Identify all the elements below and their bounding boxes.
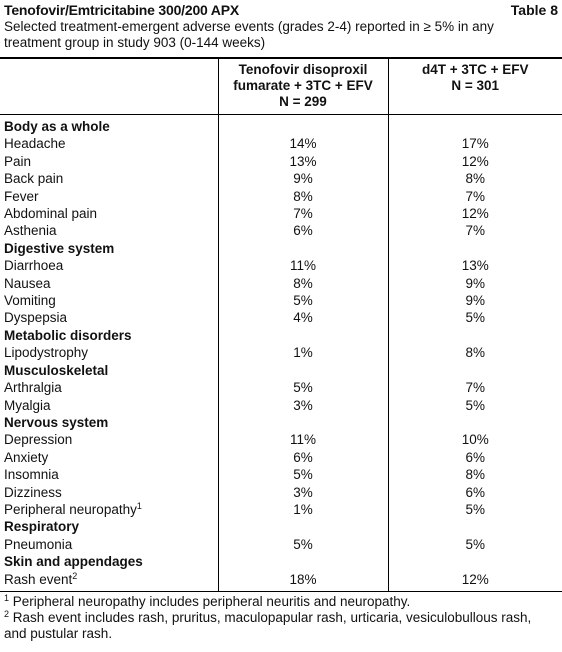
event-label [0, 571, 218, 592]
tenofovir-value: 14% [218, 135, 388, 152]
tenofovir-value: 3% [218, 397, 388, 414]
label-text: Rash event [4, 571, 73, 587]
header-line: d4T + 3TC + EFV [421, 62, 529, 77]
label-text: Nausea [4, 275, 51, 291]
tenofovir-value: 8% [218, 275, 388, 292]
label-text: Arthralgia [4, 380, 62, 396]
label-text: Nervous system [4, 414, 109, 430]
footnote-text: Peripheral neuropathy includes peripheral neuritis and neuropathy. [9, 594, 411, 609]
category-row [0, 327, 562, 344]
table-row [0, 222, 562, 239]
category-row [0, 414, 562, 431]
tenofovir-value: 6% [218, 222, 388, 239]
tenofovir-value: 5% [218, 379, 388, 396]
label-text: Lipodystrophy [4, 345, 89, 361]
label-text: Myalgia [4, 397, 51, 413]
footnote [4, 594, 556, 610]
table-row [0, 135, 562, 152]
d4t-value: 5% [465, 310, 485, 326]
category-row [0, 240, 562, 257]
label-text: Peripheral neuropathy [4, 501, 137, 517]
adverse-events-table [0, 57, 562, 592]
d4t-value [388, 414, 562, 431]
footnote-marker: 2 [72, 570, 78, 581]
event-label [0, 257, 218, 274]
header-line: N = 299 [279, 94, 327, 109]
tenofovir-value: 9% [218, 170, 388, 187]
label-text: Depression [4, 432, 73, 448]
tenofovir-value: 7% [218, 205, 388, 222]
d4t-value: 6% [465, 484, 485, 500]
tenofovir-value: 5% [218, 292, 388, 309]
footnote-marker: 1 [136, 500, 142, 511]
d4t-value: 12% [388, 571, 562, 592]
label-text: Abdominal pain [4, 206, 98, 222]
label-text: Headache [4, 136, 66, 152]
tenofovir-value: 1% [218, 501, 388, 518]
d4t-value: 9% [465, 293, 485, 309]
d4t-value: 5% [465, 397, 485, 413]
tenofovir-value [218, 414, 388, 431]
table-row [0, 571, 562, 592]
d4t-value: 6% [465, 449, 485, 465]
footnote-number: 2 [4, 609, 10, 619]
d4t-value: 5% [465, 536, 485, 552]
event-label [0, 205, 218, 222]
event-label [0, 170, 218, 187]
footnote [4, 610, 556, 642]
category-row [0, 362, 562, 379]
tenofovir-value [218, 115, 388, 136]
d4t-value: 7% [465, 380, 485, 396]
category-label [0, 553, 218, 570]
event-label [0, 536, 218, 553]
table-row [0, 379, 562, 396]
header-label-cell [0, 58, 218, 115]
category-label [0, 362, 218, 379]
tenofovir-value: 11% [218, 257, 388, 274]
label-text: Vomiting [4, 293, 56, 309]
tenofovir-value [218, 327, 388, 344]
event-label [0, 275, 218, 292]
category-row [0, 518, 562, 535]
table-row [0, 344, 562, 361]
label-text: Pain [4, 153, 32, 169]
event-label [0, 309, 218, 326]
category-label [0, 240, 218, 257]
label-text: Respiratory [4, 519, 80, 535]
event-label [0, 397, 218, 414]
table-row [0, 449, 562, 466]
label-text: Asthenia [4, 223, 57, 239]
table-row [0, 484, 562, 501]
d4t-value [388, 553, 562, 570]
label-text: Dizziness [4, 484, 62, 500]
header-line: N = 301 [451, 78, 500, 93]
table-row [0, 170, 562, 187]
d4t-value: 8% [465, 171, 485, 187]
table-body [0, 115, 562, 592]
event-label [0, 484, 218, 501]
category-row [0, 115, 562, 136]
d4t-value [388, 240, 562, 257]
label-text: Fever [4, 188, 39, 204]
table-row [0, 257, 562, 274]
table-header-row [0, 58, 562, 115]
event-label [0, 501, 218, 518]
label-text: Back pain [4, 171, 64, 187]
label-text: Musculoskeletal [4, 362, 109, 378]
table-row [0, 188, 562, 205]
tenofovir-value [218, 240, 388, 257]
d4t-value [388, 362, 562, 379]
label-text: Insomnia [4, 467, 59, 483]
d4t-value: 7% [465, 188, 485, 204]
event-label [0, 292, 218, 309]
tenofovir-value: 5% [218, 536, 388, 553]
event-label [0, 344, 218, 361]
label-text: Skin and appendages [4, 554, 143, 570]
d4t-value: 7% [465, 223, 485, 239]
table-row [0, 205, 562, 222]
footnotes [4, 594, 556, 642]
document-title: Tenofovir/Emtricitabine 300/200 APX [4, 2, 239, 18]
table-row [0, 431, 562, 448]
title-row [4, 2, 558, 20]
category-label [0, 115, 218, 136]
event-label [0, 153, 218, 170]
d4t-value: 17% [461, 136, 489, 152]
table-row [0, 397, 562, 414]
tenofovir-value: 4% [218, 309, 388, 326]
d4t-value: 12% [461, 153, 489, 169]
tenofovir-value [218, 553, 388, 570]
header-tenofovir-group [218, 58, 388, 115]
header-d4t-group [388, 58, 562, 115]
label-text: Diarrhoea [4, 258, 64, 274]
label-text: Pneumonia [4, 536, 73, 552]
event-label [0, 135, 218, 152]
tenofovir-value: 3% [218, 484, 388, 501]
footnote-number: 1 [4, 593, 10, 603]
event-label [0, 449, 218, 466]
d4t-value: 5% [465, 501, 485, 517]
d4t-value: 12% [461, 206, 489, 222]
category-row [0, 553, 562, 570]
footnote-text: Rash event includes rash, pruritus, maculopapular rash, urticaria, vesiculobullous rash, and pustular rash. [4, 610, 532, 641]
event-label [0, 431, 218, 448]
table-caption: Selected treatment-emergent adverse events (grades 2-4) reported in ≥ 5% in any treatment group in study 903 (0-144 weeks) [4, 19, 494, 50]
table-row [0, 466, 562, 483]
table-number: Table 8 [510, 2, 558, 18]
event-label [0, 466, 218, 483]
table-row [0, 153, 562, 170]
category-label [0, 327, 218, 344]
tenofovir-value [218, 362, 388, 379]
label-text: Dyspepsia [4, 310, 68, 326]
label-text: Metabolic disorders [4, 327, 132, 343]
tenofovir-value: 5% [218, 466, 388, 483]
header-line: Tenofovir disoproxil [238, 62, 368, 77]
d4t-value: 8% [465, 467, 485, 483]
d4t-value: 8% [465, 345, 485, 361]
category-label [0, 518, 218, 535]
d4t-value [388, 115, 562, 136]
d4t-value: 13% [461, 258, 489, 274]
label-text: Anxiety [4, 449, 49, 465]
event-label [0, 222, 218, 239]
label-text: Digestive system [4, 240, 115, 256]
d4t-value: 9% [465, 275, 485, 291]
tenofovir-value: 1% [218, 344, 388, 361]
event-label [0, 379, 218, 396]
table-row [0, 501, 562, 518]
tenofovir-value: 8% [218, 188, 388, 205]
tenofovir-value: 11% [218, 431, 388, 448]
event-label [0, 188, 218, 205]
tenofovir-value: 13% [218, 153, 388, 170]
tenofovir-value: 18% [218, 571, 388, 592]
label-text: Body as a whole [4, 119, 110, 134]
tenofovir-value: 6% [218, 449, 388, 466]
table-row [0, 292, 562, 309]
d4t-value: 10% [461, 432, 489, 448]
table-row [0, 536, 562, 553]
table-row [0, 309, 562, 326]
header-line: fumarate + 3TC + EFV [233, 78, 373, 93]
tenofovir-value [218, 518, 388, 535]
category-label [0, 414, 218, 431]
table-row [0, 275, 562, 292]
d4t-value [388, 518, 562, 535]
d4t-value [388, 327, 562, 344]
